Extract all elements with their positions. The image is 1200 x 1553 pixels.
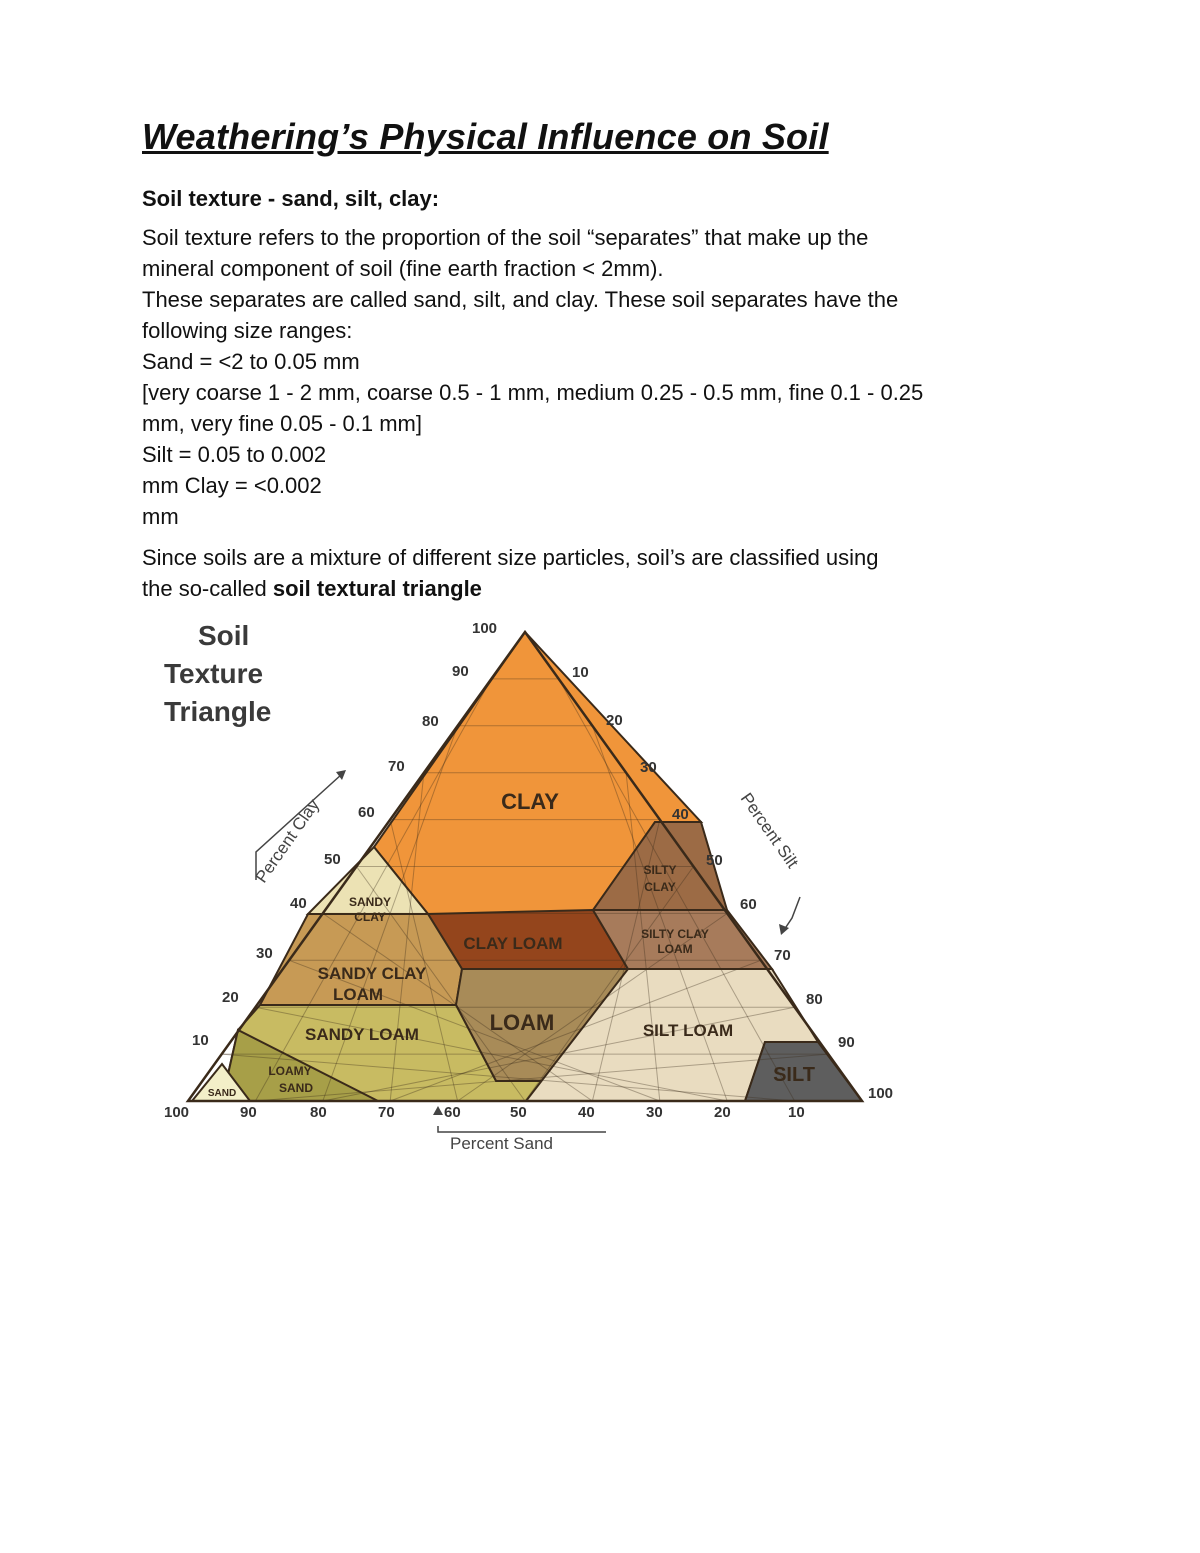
sand-tick: 50 [510, 1104, 527, 1121]
silt-tick: 90 [838, 1034, 855, 1051]
zone-label-clay: CLAY [501, 789, 559, 814]
body-text [142, 222, 1032, 604]
sand-tick: 30 [646, 1104, 663, 1121]
silt-tick: 80 [806, 991, 823, 1008]
zone-label-sand: SAND [207, 1088, 237, 1099]
soil-textural-triangle-term: soil textural triangle [272, 576, 482, 601]
clay-tick: 70 [388, 758, 405, 775]
zone-label-sandy-clay-loam: LOAM [332, 985, 384, 1004]
zone-label-clay-loam: CLAY LOAM [463, 934, 563, 953]
zone-label-sandy-clay: SANDY [348, 895, 392, 909]
figure-title-line: Triangle [164, 696, 272, 727]
silt-tick: 70 [774, 947, 791, 964]
sand-ticks [164, 1104, 805, 1121]
clay-tick: 80 [422, 713, 439, 730]
body-line: mineral component of soil (fine earth fraction < 2mm). [142, 256, 664, 281]
sand-tick: 40 [578, 1104, 595, 1121]
silt-tick: 100 [868, 1085, 894, 1102]
clay-tick: 100 [472, 620, 498, 637]
zone-label-sandy-clay: CLAY [354, 910, 386, 924]
silt-tick: 60 [740, 896, 757, 913]
sand-tick: 10 [788, 1104, 805, 1121]
zone-label-silty-clay-loam: SILTY CLAY [641, 927, 709, 941]
body-line: following size ranges: [142, 318, 353, 343]
zone-label-silt: SILT [773, 1064, 815, 1086]
body-line: Soil texture refers to the proportion of the soil “separates” that make up the [142, 225, 869, 250]
sand-axis-arrow [438, 1126, 606, 1132]
body-line: mm [142, 504, 179, 529]
axis-title-sand: Percent Sand [450, 1134, 554, 1153]
body-line: These separates are called sand, silt, and clay. These soil separates have the [142, 287, 899, 312]
zone-label-silt-loam: SILT LOAM [642, 1021, 734, 1040]
body-line: Sand = <2 to 0.05 mm [142, 349, 360, 374]
zone-label-silty-clay: SILTY [643, 863, 677, 877]
figure-title-line: Soil [198, 620, 250, 651]
sand-tick: 90 [240, 1104, 257, 1121]
body-line: Silt = 0.05 to 0.002 [142, 442, 327, 467]
sand-tick: 80 [310, 1104, 327, 1121]
body-line: mm Clay = <0.002 [142, 473, 322, 498]
clay-tick: 10 [192, 1032, 209, 1049]
sand-tick: 100 [164, 1104, 190, 1121]
axis-title-clay: Percent Clay [251, 795, 324, 887]
silt-tick: 10 [572, 664, 589, 681]
silt-tick: 40 [672, 806, 689, 823]
body-line: [very coarse 1 - 2 mm, coarse 0.5 - 1 mm, medium 0.25 - 0.5 mm, fine 0.1 - 0.25 [142, 380, 924, 405]
zone-label-loam: LOAM [489, 1010, 555, 1035]
sand-axis-arrowhead [433, 1106, 443, 1115]
body-line-prefix: the so-called [142, 576, 273, 601]
silt-tick: 20 [606, 712, 623, 729]
clay-tick: 50 [324, 851, 341, 868]
zone-label-silty-clay: CLAY [644, 880, 676, 894]
body-line: mm, very fine 0.05 - 0.1 mm] [142, 411, 422, 436]
soil-texture-triangle-figure [160, 612, 930, 1160]
section-heading: Soil texture - sand, silt, clay: [142, 186, 440, 211]
clay-tick: 40 [290, 895, 307, 912]
sand-tick: 20 [714, 1104, 731, 1121]
silt-tick: 50 [706, 852, 723, 869]
body-line [142, 573, 1032, 604]
soil-triangle-svg [160, 612, 930, 1160]
axis-title-silt: Percent Silt [736, 789, 803, 872]
figure-title-line: Texture [164, 658, 264, 689]
body-line: Since soils are a mixture of different size particles, soil’s are classified using [142, 545, 879, 570]
zone-label-silty-clay-loam: LOAM [657, 942, 693, 956]
zone-label-loamy-sand: SAND [278, 1081, 314, 1095]
sand-tick: 70 [378, 1104, 395, 1121]
zone-label-loamy-sand: LOAMY [268, 1064, 312, 1078]
zone-label-sandy-clay-loam: SANDY CLAY [317, 964, 427, 983]
clay-tick: 30 [256, 945, 273, 962]
clay-tick: 90 [452, 663, 469, 680]
silt-axis-arrow [784, 897, 800, 930]
clay-tick: 20 [222, 989, 239, 1006]
page-title: Weathering’s Physical Influence on Soil [142, 116, 829, 157]
sand-tick: 60 [444, 1104, 461, 1121]
silt-tick: 30 [640, 759, 657, 776]
clay-tick: 60 [358, 804, 375, 821]
zone-label-sandy-loam: SANDY LOAM [305, 1025, 419, 1044]
